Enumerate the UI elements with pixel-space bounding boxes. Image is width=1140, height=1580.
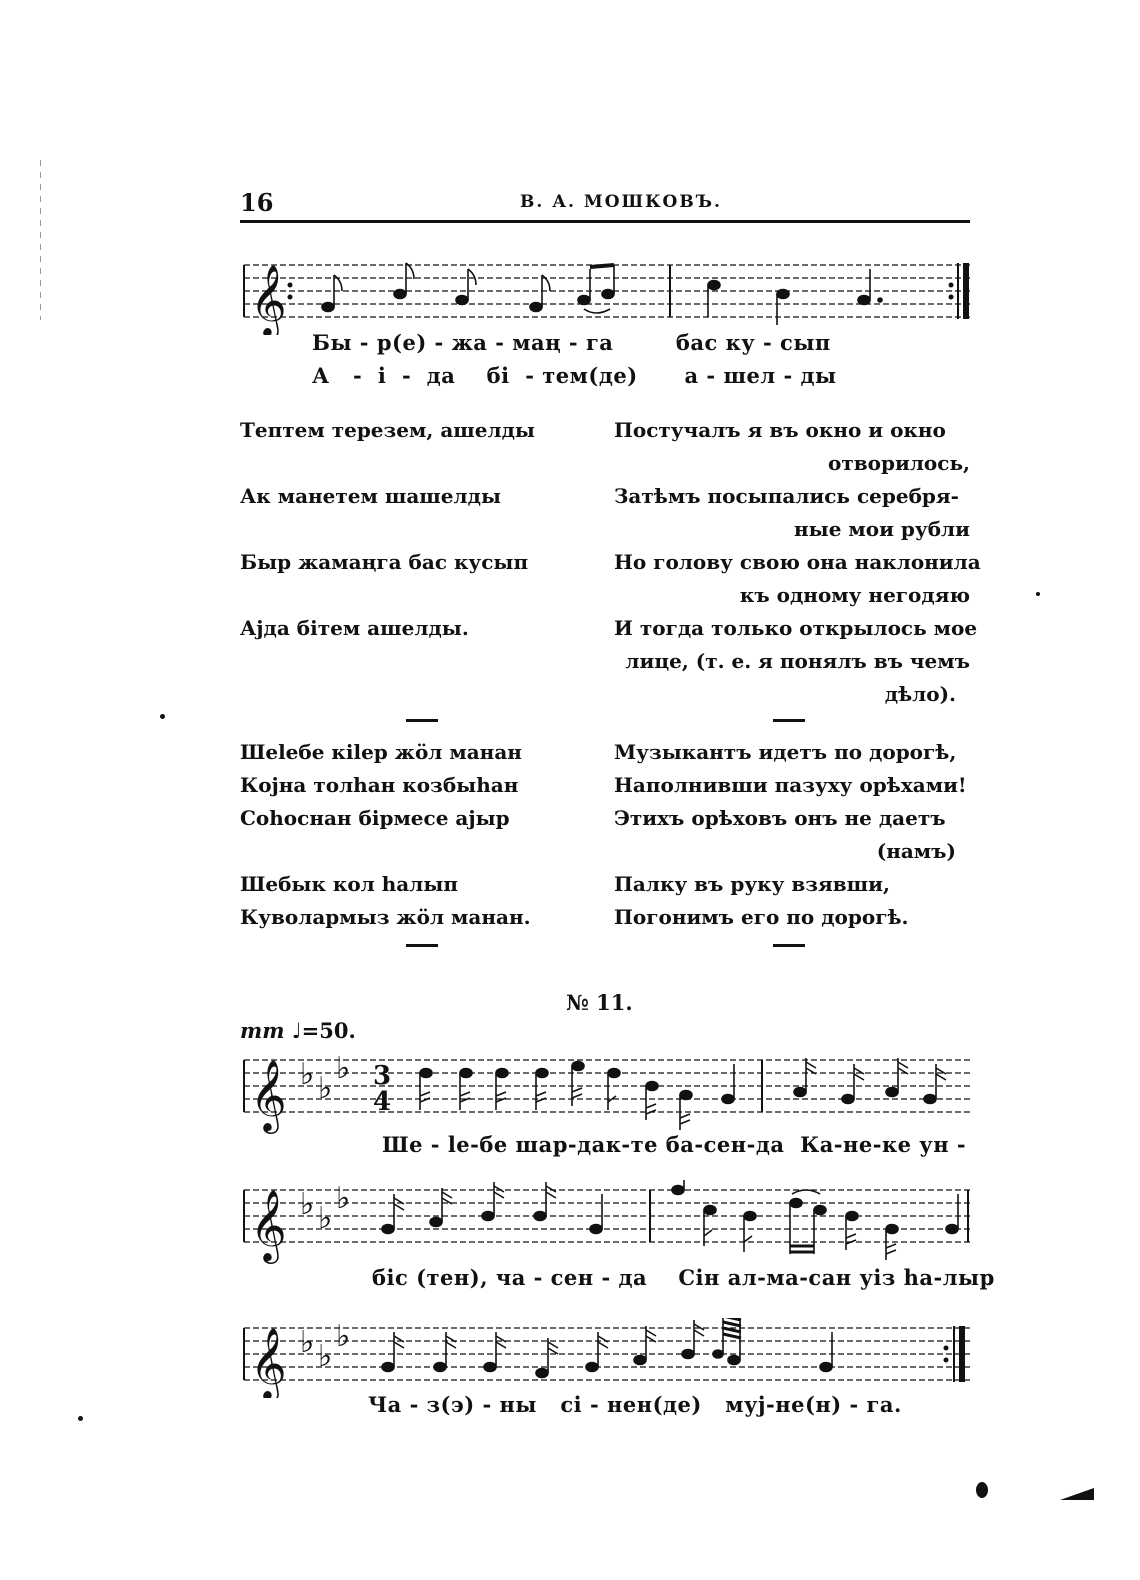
poem-right-stanza3 [614,868,970,934]
poem-right-line-cont: дѣло). [884,682,956,706]
header-rule [240,220,970,223]
poem-right-line: Музыкантъ идетъ по дорогѣ, [614,740,957,764]
scan-speck [976,1482,988,1498]
poem-left-line: Ак манетем шашелды [240,484,501,508]
time-signature-top: 3 [373,1061,392,1091]
poem-left-line: Тептем терезем, ашелды [240,418,535,442]
page-number: 16 [240,188,274,217]
poem-right-line: Наполнивши пазуху орѣхами! [614,773,967,797]
song1-lyrics-line1: Бы - р(е) - жа - маң - га бас ку - сып [312,330,831,355]
svg-text:𝄞: 𝄞 [250,1326,287,1398]
song1-lyrics-line2: А - і - да бі - тем(де) а - шел - ды [312,363,837,388]
running-head: В. А. МОШКОВЪ. [520,192,722,212]
quarter-note-icon: ♩ [291,1019,302,1043]
poem-left-stanza3 [240,868,531,934]
svg-text:♭: ♭ [318,1071,333,1106]
poem-left-line: Куволармыз жöл манан. [240,905,531,929]
poem-right-line-cont: отворилось, [828,451,970,475]
svg-text:♭: ♭ [300,1057,315,1092]
poem-right-line: Постучалъ я въ окно и окно [614,418,946,442]
poem-left-line: Шеlебе кіlер жöл манан [240,740,522,764]
poem-right-line: Палку въ руку взявши, [614,872,890,896]
svg-text:♭: ♭ [300,1325,315,1360]
poem-right-stanza2 [614,736,970,868]
poem-right-line: Этихъ орѣховъ онъ не даетъ [614,806,946,830]
poem-left-stanza1 [240,414,535,645]
poem-right-line-cont: лице, (т. е. я понялъ въ чемъ [625,649,970,673]
svg-text:♭: ♭ [300,1187,315,1222]
scan-speck [1036,592,1040,596]
svg-text:♭: ♭ [336,1181,351,1216]
svg-text:♭: ♭ [318,1201,333,1236]
poem-right-line: Затѣмъ посыпались серебря- [614,484,959,508]
tempo-marking [240,1018,356,1043]
music-staff-1 [240,255,972,335]
song-number: № 11. [566,990,633,1015]
margin-line [40,160,41,320]
poem-right-line-cont: (намъ) [876,839,956,863]
scan-speck [160,714,165,719]
separator-dash [773,719,805,722]
separator-dash [406,944,438,947]
music-staff-3 [240,1180,972,1265]
poem-right-line: Погонимъ его по дорогѣ. [614,905,909,929]
tempo-mm: mm [240,1018,285,1043]
poem-left-line: Соhоснан бірмесе аjыр [240,806,510,830]
time-signature-bottom: 4 [373,1087,392,1117]
separator-dash [406,719,438,722]
poem-left-stanza2 [240,736,522,835]
scan-speck [78,1416,83,1421]
song2-lyrics-line3: Ча - з(э) - ны сі - нен(де) муj-не(н) - га. [368,1392,902,1417]
poem-left-line: Шебык кол hалып [240,872,459,896]
poem-left-line: Коjна толhан козбыhан [240,773,519,797]
svg-text:♭: ♭ [318,1339,333,1374]
svg-text:𝄞: 𝄞 [250,263,287,335]
poem-right-stanza1 [614,414,981,711]
svg-text:♭: ♭ [336,1319,351,1354]
music-staff-2 [240,1050,972,1135]
poem-left-line: Аjда бітем ашелды. [240,616,469,640]
svg-text:♭: ♭ [336,1051,351,1086]
song2-lyrics-line1: Ше - lе-бе шар-дак-те ба-сен-да Ка-не-ке ун - [382,1132,967,1157]
poem-right-line: Но голову свою она наклонила [614,550,981,574]
scan-mark [1060,1488,1094,1500]
music-staff-4 [240,1318,972,1398]
svg-text:𝄞: 𝄞 [250,1188,287,1261]
poem-right-line-cont: ные мои рубли [794,517,970,541]
tempo-value: =50. [301,1018,356,1043]
poem-right-line: И тогда только открылось мое [614,616,978,640]
poem-right-line-cont: къ одному негодяю [739,583,970,607]
separator-dash [773,944,805,947]
poem-left-line: Быр жамаңга бас кусып [240,550,529,574]
svg-text:𝄞: 𝄞 [250,1058,287,1131]
song2-lyrics-line2: біс (тен), ча - сен - да Сін ал-ма-сан уіз hа-лыр [372,1265,995,1290]
